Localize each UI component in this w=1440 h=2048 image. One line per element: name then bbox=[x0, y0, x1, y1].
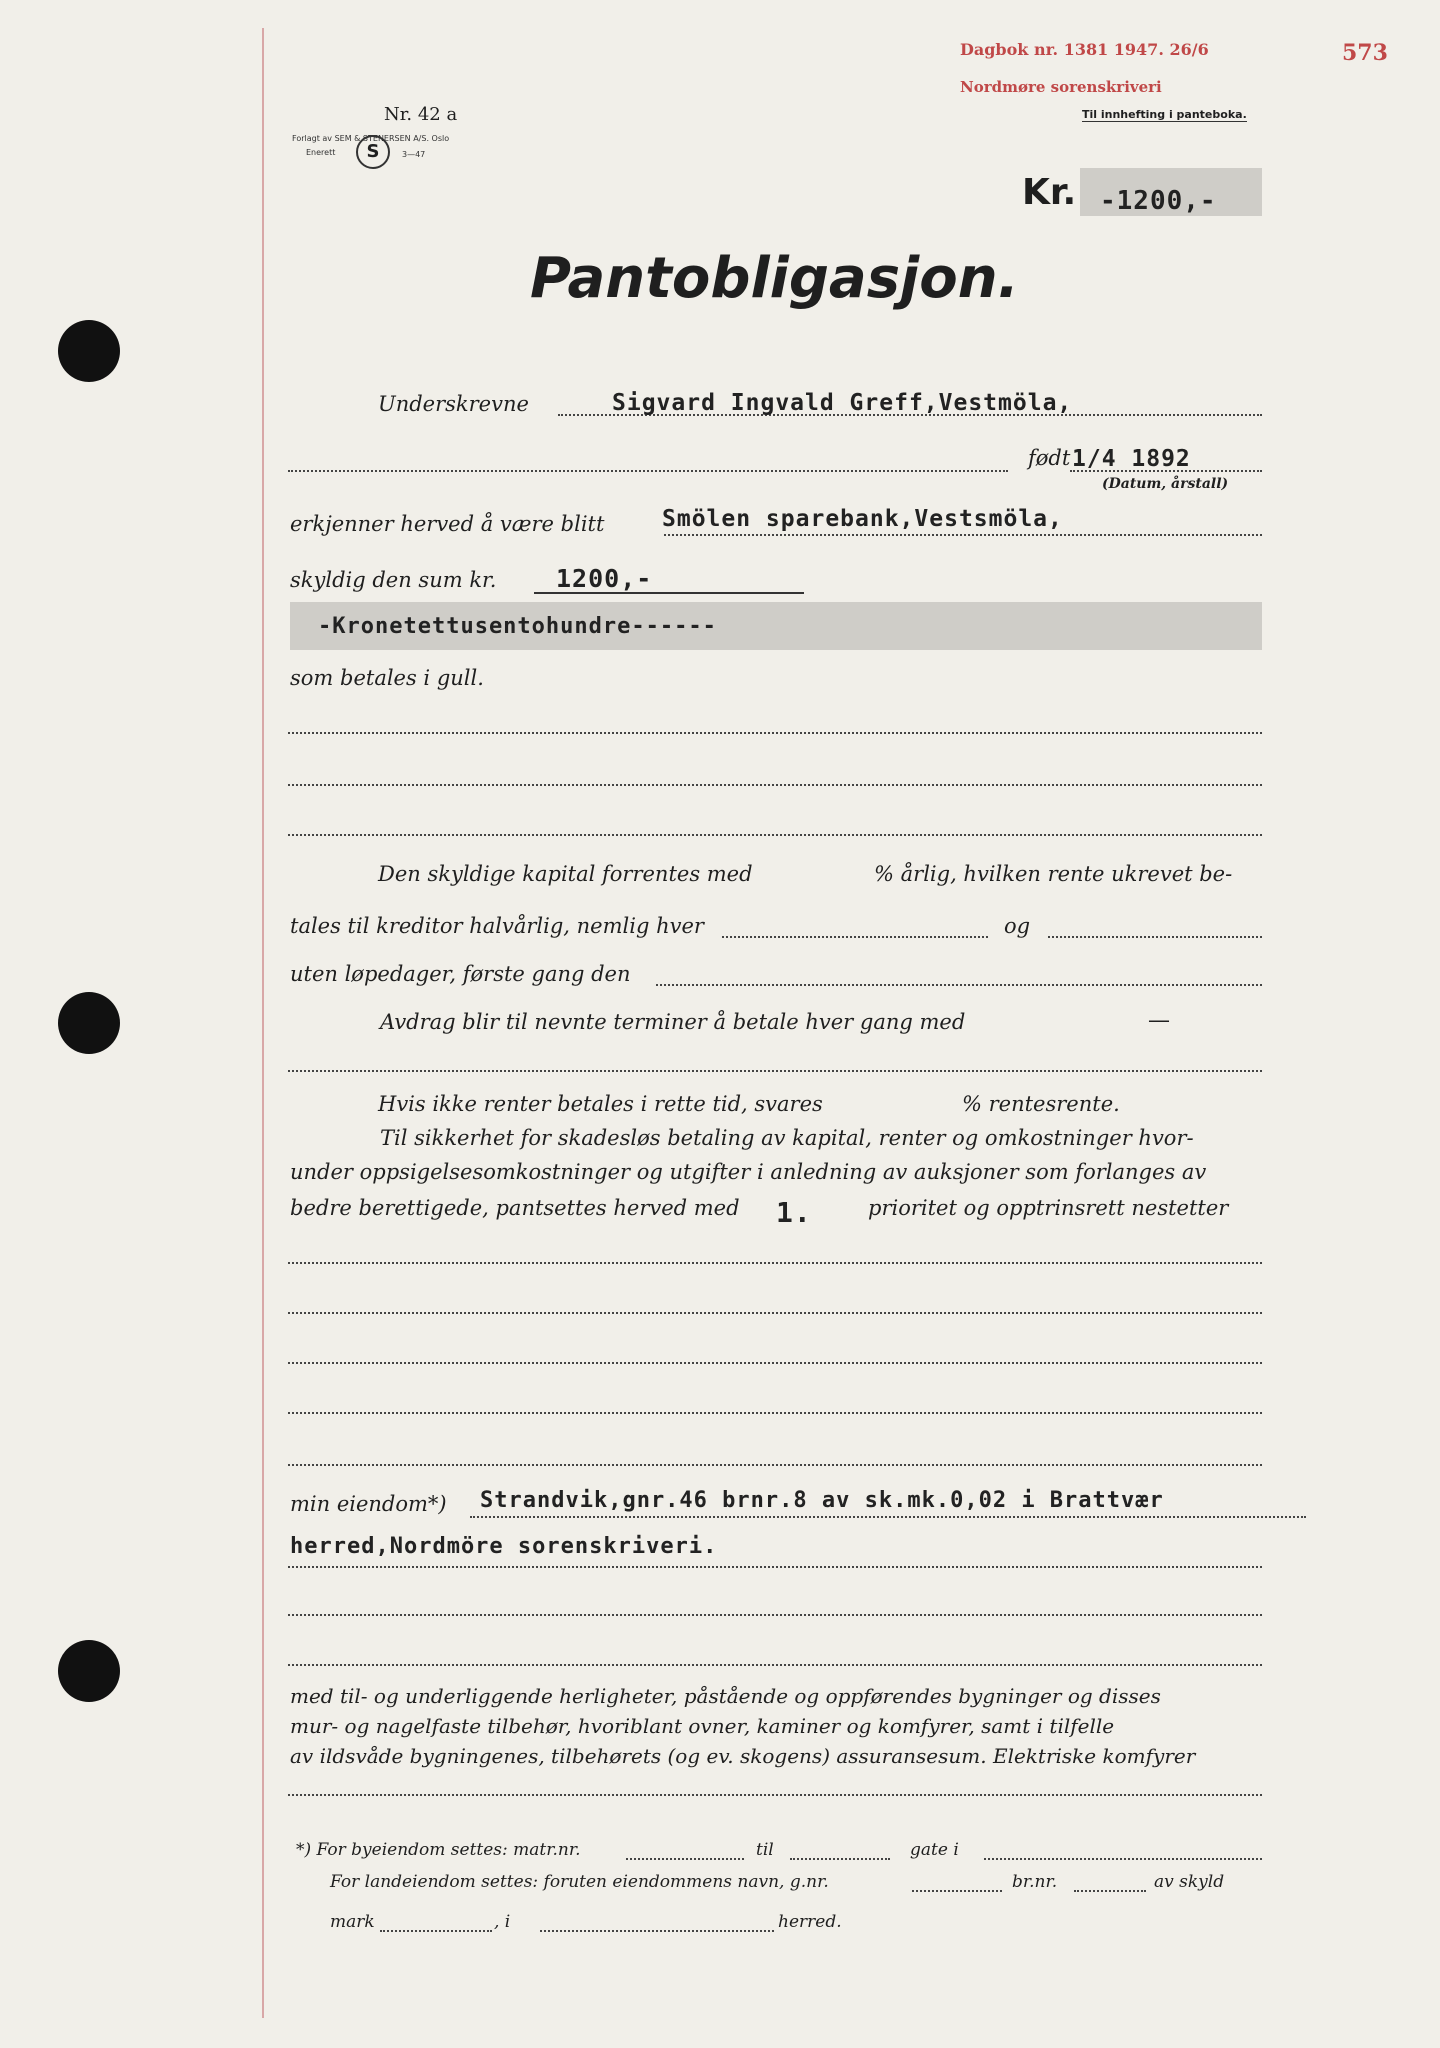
punch-hole-top bbox=[58, 320, 120, 382]
property-blank-3 bbox=[288, 1362, 1262, 1364]
creditor-value: Smölen sparebank,Vestsmöla, bbox=[662, 506, 1063, 532]
born-label: født bbox=[1028, 446, 1071, 470]
blank-line-3 bbox=[288, 834, 1262, 836]
born-value: 1/4 1892 bbox=[1072, 446, 1191, 472]
appurtenances-blank bbox=[288, 1794, 1262, 1796]
property-blank-5 bbox=[288, 1464, 1262, 1466]
interest-line6: Til sikkerhet for skadesløs betaling av kapital, renter og omkostninger hvor- bbox=[380, 1126, 1194, 1150]
owe-label: skyldig den sum kr. bbox=[290, 568, 497, 592]
footnote-line3-a: mark bbox=[330, 1912, 375, 1932]
interest-line8-end: prioritet og opptrinsrett nestetter bbox=[868, 1196, 1229, 1220]
born-prefix-line bbox=[288, 470, 1008, 472]
sum-value: 1200,- bbox=[556, 564, 653, 593]
publisher-line2: Enerett bbox=[306, 148, 336, 157]
property-line-1 bbox=[470, 1516, 1306, 1518]
property-label: min eiendom*) bbox=[290, 1492, 447, 1516]
interest-line2-start: tales til kreditor halvårlig, nemlig hver bbox=[290, 914, 704, 938]
footnote-field-6 bbox=[380, 1930, 492, 1932]
creditor-line bbox=[664, 534, 1262, 536]
footnote-field-4 bbox=[912, 1890, 1002, 1892]
property-line-4 bbox=[288, 1664, 1262, 1666]
property-blank-4 bbox=[288, 1412, 1262, 1414]
footnote-field-1 bbox=[626, 1858, 744, 1860]
publisher-logo: S bbox=[356, 135, 390, 169]
stamp-page-number: 573 bbox=[1342, 40, 1388, 66]
footnote-field-3 bbox=[984, 1858, 1262, 1860]
interest-line1-start: Den skyldige kapital forrentes med bbox=[378, 862, 753, 886]
footnote-field-7 bbox=[540, 1930, 774, 1932]
interest-line2-field-a bbox=[722, 936, 988, 938]
amount-value: -1200,- bbox=[1100, 186, 1217, 216]
publisher-date: 3—47 bbox=[402, 150, 426, 159]
document-title: Pantobligasjon. bbox=[530, 246, 1019, 311]
interest-line7: under oppsigelsesomkostninger og utgifter i anledning av auksjoner som forlanges av bbox=[290, 1160, 1207, 1184]
interest-line2-field-b bbox=[1048, 936, 1262, 938]
gold-label: som betales i gull. bbox=[290, 666, 484, 690]
interest-line3: uten løpedager, første gang den bbox=[290, 962, 631, 986]
footnote-line1-b: til bbox=[756, 1840, 774, 1860]
publisher-line1: Forlagt av SEM & STENERSEN A/S. Oslo bbox=[292, 134, 450, 143]
punch-hole-middle bbox=[58, 992, 120, 1054]
undersigned-value: Sigvard Ingvald Greff,Vestmöla, bbox=[612, 390, 1073, 416]
interest-line5-end: % rentesrente. bbox=[962, 1092, 1120, 1116]
property-value-line2: herred,Nordmöre sorenskriveri. bbox=[290, 1534, 718, 1559]
blank-line-2 bbox=[288, 784, 1262, 786]
blank-line-1 bbox=[288, 732, 1262, 734]
amount-label: Kr. bbox=[1022, 172, 1077, 213]
footnote-line2-a: For landeiendom settes: foruten eiendommens navn, g.nr. bbox=[330, 1872, 829, 1892]
stamp-line1: Dagbok nr. 1381 1947. 26/6 bbox=[960, 40, 1209, 59]
footnote-line1-a: *) For byeiendom settes: matr.nr. bbox=[296, 1840, 581, 1860]
property-line-2 bbox=[288, 1566, 1262, 1568]
date-hint: (Datum, årstall) bbox=[1102, 476, 1229, 492]
footnote-line3-b: , i bbox=[494, 1912, 511, 1932]
stamp-line3: Til innhefting i panteboka. bbox=[1082, 108, 1247, 121]
property-blank-1 bbox=[288, 1262, 1262, 1264]
interest-line2-mid: og bbox=[1004, 914, 1031, 938]
interest-line4-dash: — bbox=[1148, 1008, 1170, 1033]
interest-line8-start: bedre berettigede, pantsettes herved med bbox=[290, 1196, 740, 1220]
priority-value: 1. bbox=[776, 1196, 812, 1229]
appurtenances-line1: med til- og underliggende herligheter, påstående og oppførendes bygninger og disses bbox=[290, 1684, 1161, 1708]
footnote-field-5 bbox=[1074, 1890, 1146, 1892]
form-number: Nr. 42 a bbox=[384, 104, 458, 125]
interest-line3-field bbox=[656, 984, 1262, 986]
stamp-line2: Nordmøre sorenskriveri bbox=[960, 78, 1162, 96]
interest-line1-end: % årlig, hvilken rente ukrevet be- bbox=[874, 862, 1233, 886]
appurtenances-line3: av ildsvåde bygningenes, tilbehørets (og ev. skogens) assuransesum. Elektriske komfyrer bbox=[290, 1744, 1196, 1768]
interest-blank-line bbox=[288, 1070, 1262, 1072]
footnote-line2-b: br.nr. bbox=[1012, 1872, 1058, 1892]
interest-line4: Avdrag blir til nevnte terminer å betale hver gang med bbox=[380, 1010, 966, 1034]
punch-hole-bottom bbox=[58, 1640, 120, 1702]
footnote-line3-c: herred. bbox=[778, 1912, 842, 1932]
undersigned-label: Underskrevne bbox=[378, 392, 529, 416]
acknowledge-label: erkjenner herved å være blitt bbox=[290, 512, 605, 536]
property-blank-2 bbox=[288, 1312, 1262, 1314]
footnote-line2-c: av skyld bbox=[1154, 1872, 1225, 1892]
property-line-3 bbox=[288, 1614, 1262, 1616]
interest-line5-start: Hvis ikke renter betales i rette tid, svares bbox=[378, 1092, 823, 1116]
footnote-line1-c: gate i bbox=[910, 1840, 959, 1860]
property-value-line1: Strandvik,gnr.46 brnr.8 av sk.mk.0,02 i Brattvær bbox=[480, 1488, 1164, 1513]
appurtenances-line2: mur- og nagelfaste tilbehør, hvoriblant ovner, kaminer og komfyrer, samt i tilfelle bbox=[290, 1714, 1115, 1738]
margin-rule bbox=[262, 28, 264, 2018]
sum-words: -Kronetettusentohundre------ bbox=[318, 614, 717, 639]
footnote-field-2 bbox=[790, 1858, 890, 1860]
